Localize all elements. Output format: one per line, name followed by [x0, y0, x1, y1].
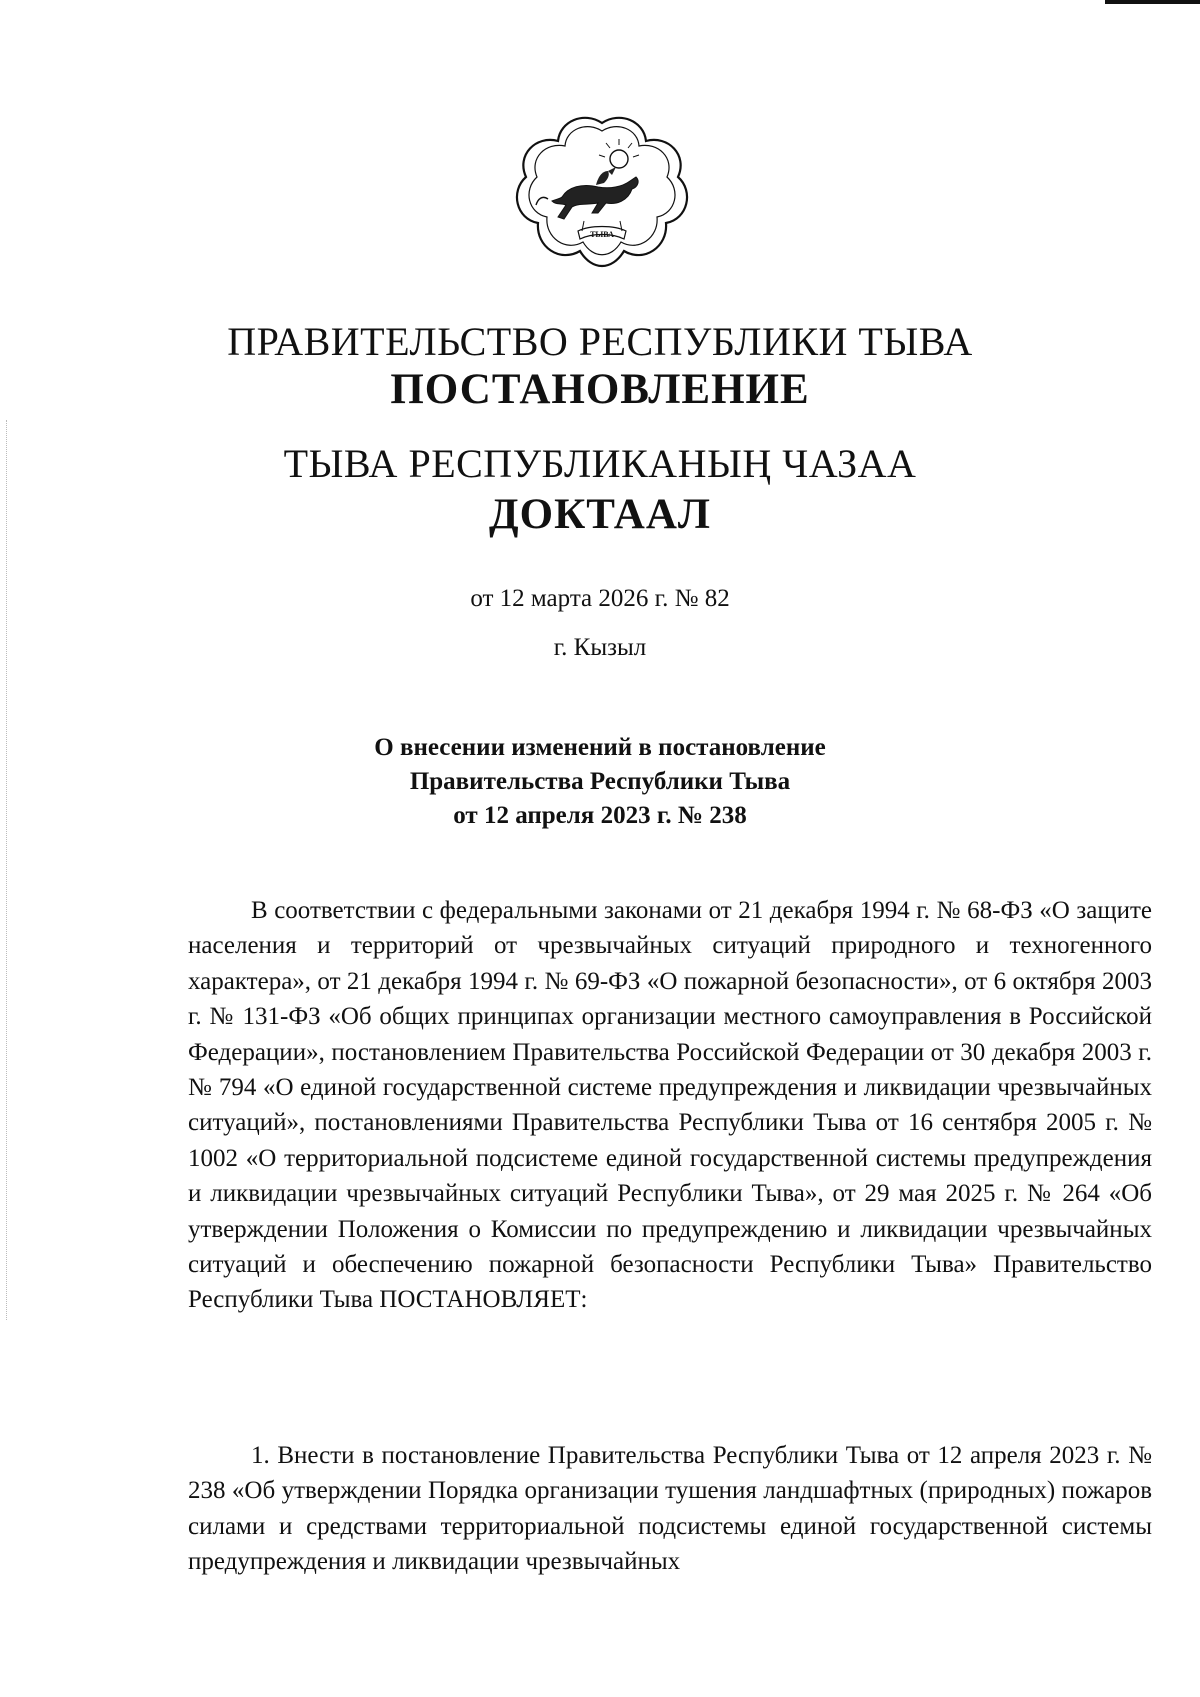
- document-type: ПОСТАНОВЛЕНИЕ: [390, 366, 810, 413]
- body-paragraph-item-1: [188, 1438, 1152, 1580]
- document-title: [0, 731, 1200, 833]
- scan-edge-mark: [1105, 0, 1200, 4]
- paragraph-text: 1. Внести в постановление Правительства Республики Тыва от 12 апреля 2023 г. № 238 «Об утверждении Порядка организации тушения ландшафтных (природных) пожаров силами и средствами территориальной подсистемы единой государственной системы предупреждения и ликвидации чрезвычайных: [188, 1442, 1152, 1576]
- scan-margin-noise: [6, 420, 9, 1320]
- title-line-2: Правительства Республики Тыва: [409, 768, 791, 795]
- title-line-1: О внесении изменений в постановление: [374, 734, 826, 761]
- title-line-3: от 12 апреля 2023 г. № 238: [453, 802, 747, 829]
- government-name-tyvan: ТЫВА РЕСПУБЛИКАНЫҢ ЧАЗАА: [283, 441, 917, 486]
- document-date-number: от 12 марта 2026 г. № 82: [470, 585, 730, 612]
- document-type-tyvan: ДОКТААЛ: [489, 491, 711, 538]
- tuva-coat-of-arms-icon: [512, 115, 692, 275]
- paragraph-text: В соответствии с федеральными законами от 21 декабря 1994 г. № 68-ФЗ «О защите населения и территорий от чрезвычайных ситуаций природного и техногенного характера», от 21 декабря 1994 г. № 69-ФЗ «О пожарной безопасности», от 6 октября 2003 г. № 131-ФЗ «Об общих принципах организации местного самоуправления в Российской Федерации», постановлением Правительства Российской Федерации от 30 декабря 2003 г. № 794 «О единой государственной системе предупреждения и ликвидации чрезвычайных ситуаций», постановлениями Правительства Республики Тыва от 16 сентября 2005 г. № 1002 «О территориальной подсистеме единой государственной системы предупреждения и ликвидации чрезвычайных ситуаций Республики Тыва», от 29 мая 2025 г. № 264 «Об утверждении Положения о Комиссии по предупреждению и ликвидации чрезвычайных ситуаций и обеспечению пожарной безопасности Республики Тыва» Правительство Республики Тыва ПОСТАНОВЛЯЕТ:: [188, 897, 1152, 1314]
- emblem-ribbon-text: ТЫВА: [590, 230, 614, 239]
- government-name: ПРАВИТЕЛЬСТВО РЕСПУБЛИКИ ТЫВА: [227, 319, 973, 364]
- body-paragraph-preamble: [188, 893, 1152, 1318]
- document-city: г. Кызыл: [553, 634, 647, 661]
